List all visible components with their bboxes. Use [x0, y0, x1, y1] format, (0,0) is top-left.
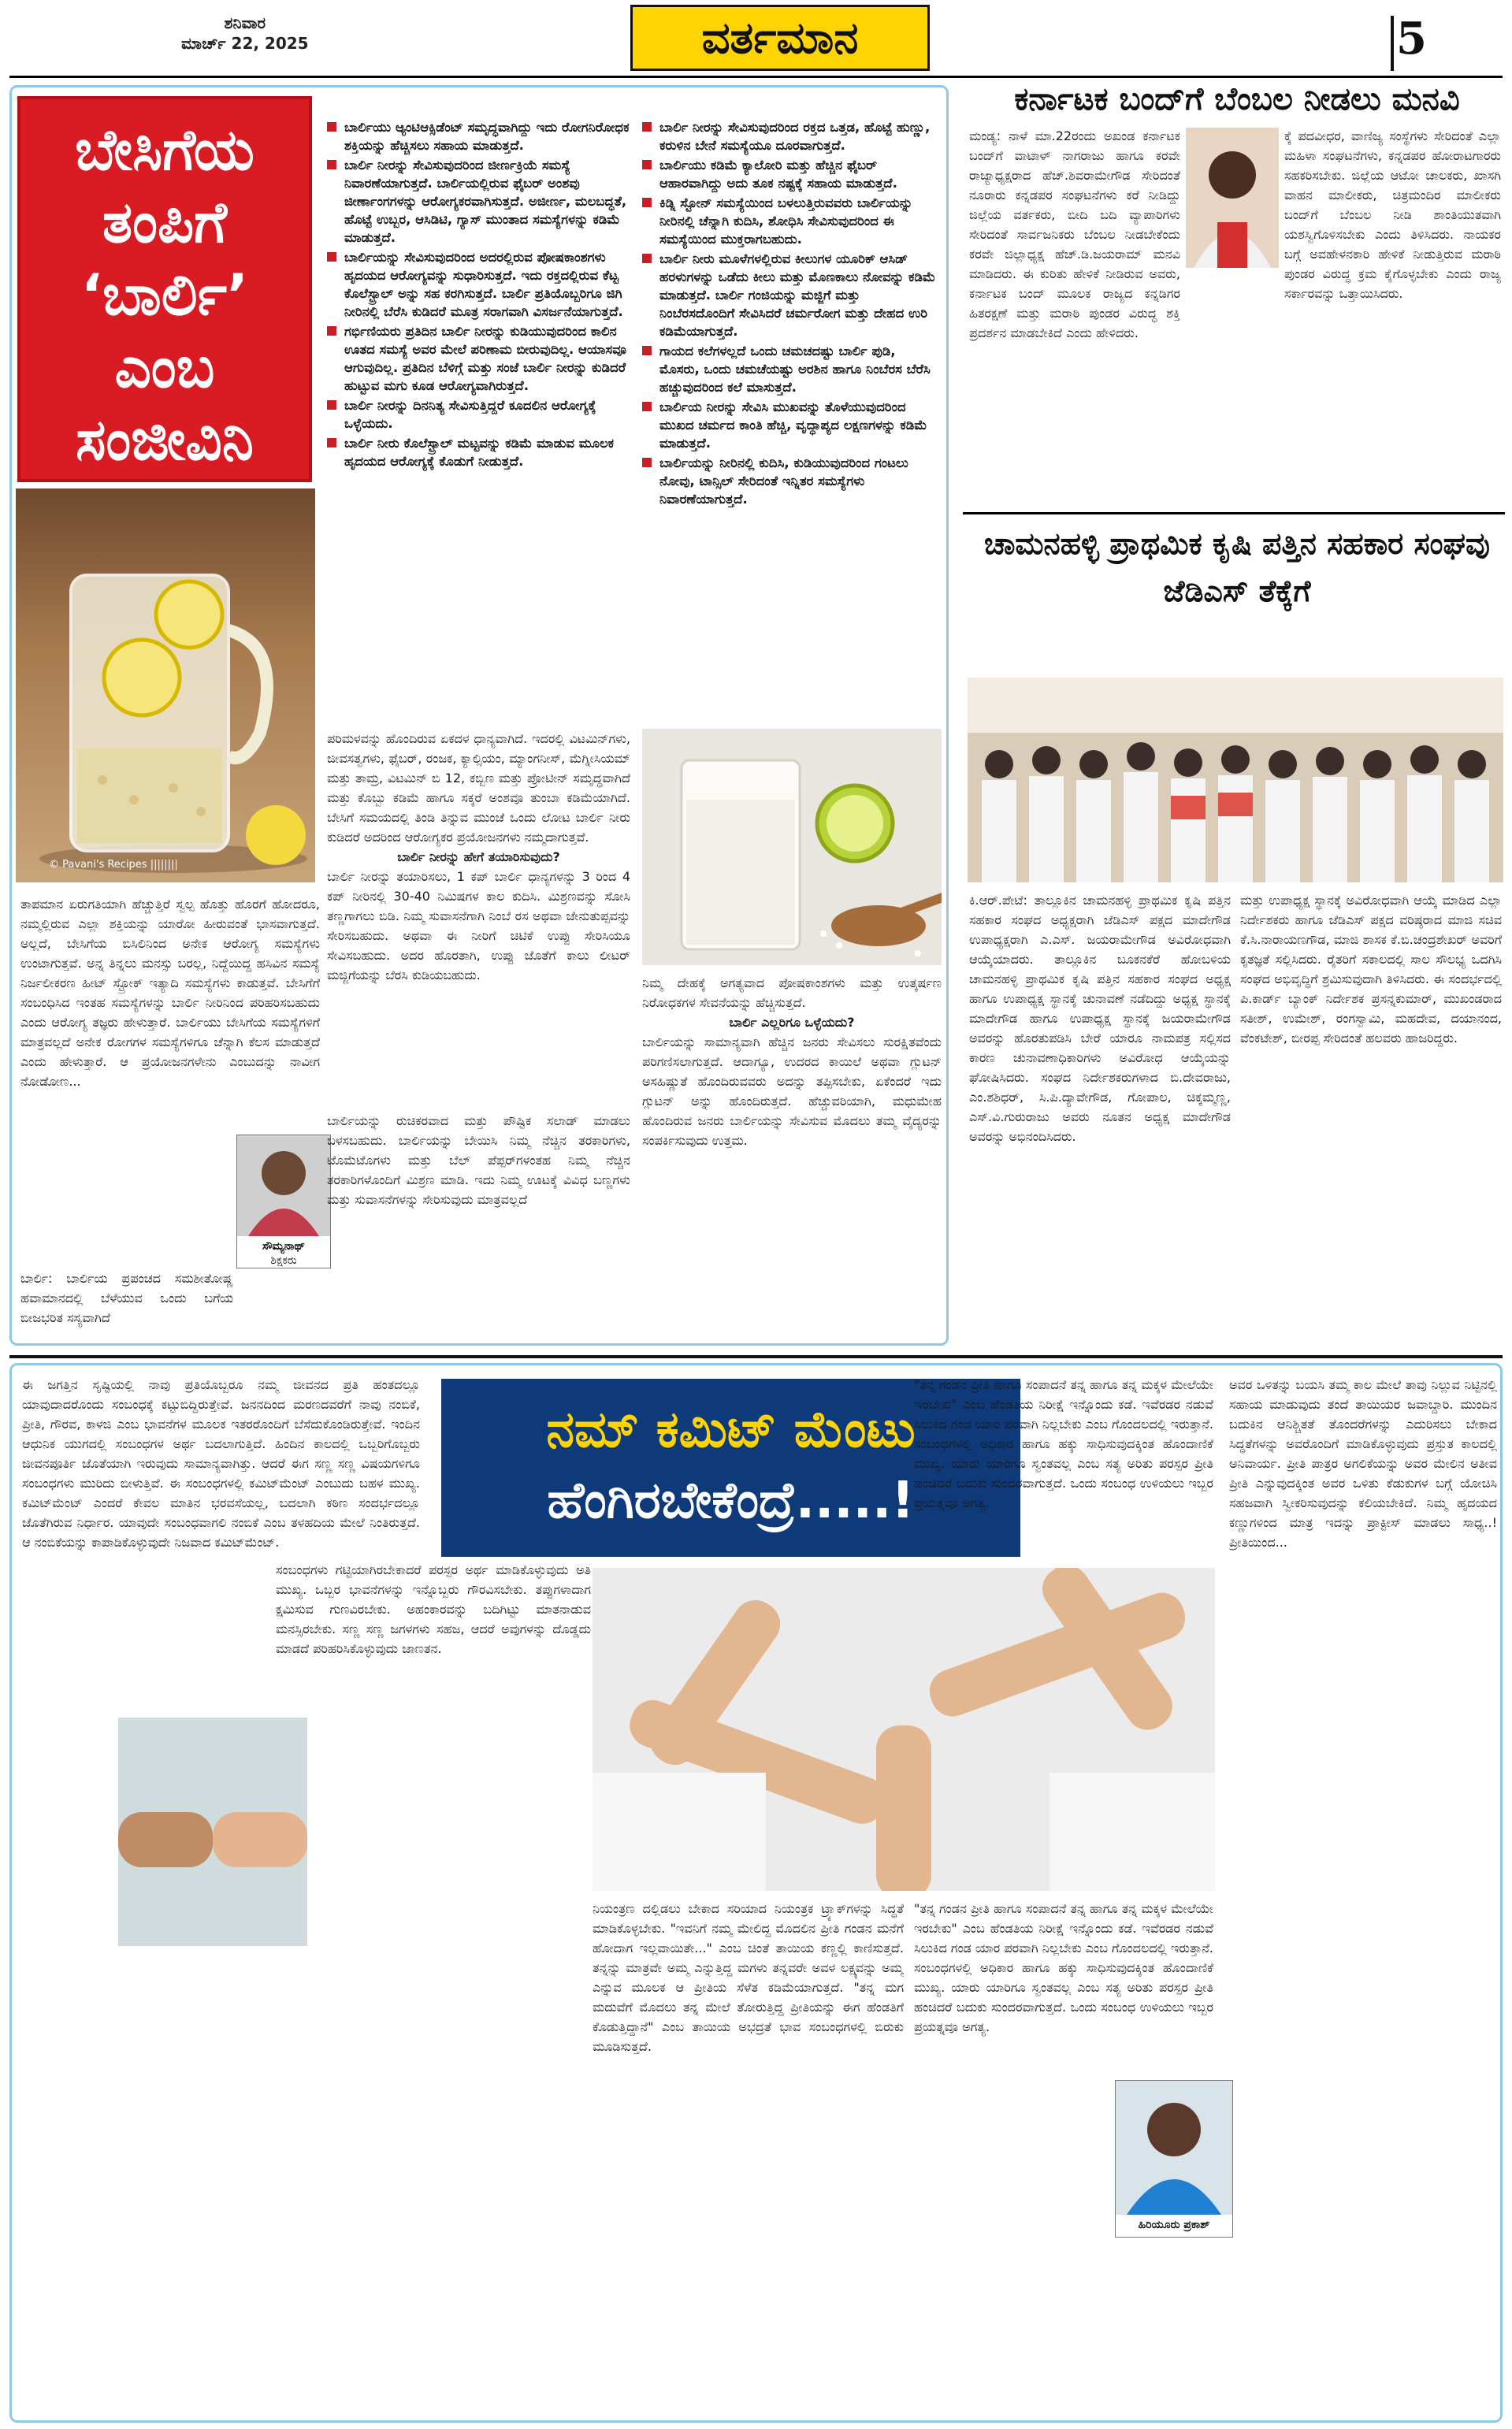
bandh-person-photo — [1186, 128, 1279, 268]
bandh-paragraph: ಕ್ಕೆ ಪದವೀಧರ, ವಾಣಿಜ್ಯ ಸಂಸ್ಥೆಗಳು ಸೇರಿದಂತೆ ಎಲ್ಲಾ ಮಹಿಳಾ ಸಂಘಟನೆಗಳು, ಕನ್ನಡಪರ ಹೋರಾಟಗಾರರು ಸಹಕರಿಸಬೇಕು. ಜಿಲ್ಲೆಯ ಆಟೋ ಚಾಲಕರು, ಖಾಸಗಿ ವಾಹನ ಮಾಲೀಕರು, ಚಿತ್ರಮಂದಿರ ಮಾಲೀಕರು ಬಂದ್‌ಗೆ ಬೆಂಬಲ ನೀಡಿ ಶಾಂತಿಯುತವಾಗಿ ಯಶಸ್ವಿಗೊಳಿಸಬೇಕು ಎಂದು ತಿಳಿಸಿದರು. ನಾಯಕರ ಬಗ್ಗೆ ಅವಹೇಳನಕಾರಿ ಹೇಳಿಕೆ ನೀಡುತ್ತಿರುವ ಮರಾಠಿ ಪುಂಡರ ವಿರುದ್ಧ ಕ್ರಮ ಕೈಗೊಳ್ಳಬೇಕು ಎಂದು ರಾಜ್ಯ ಸರ್ಕಾರವನ್ನು ಒತ್ತಾಯಿಸಿದರು. — [1284, 128, 1501, 301]
author-photo — [237, 1135, 330, 1236]
relation-author-card — [1115, 2080, 1233, 2238]
benefit-item: ಬಾರ್ಲಿ ನೀರು ಕೊಲೆಸ್ಟ್ರಾಲ್ ಮಟ್ಟವನ್ನು ಕಡಿಮೆ ಮಾಡುವ ಮೂಲಕ ಹೃದಯದ ಆರೋಗ್ಯಕ್ಕೆ ಕೊಡುಗೆ ನೀಡುತ್ತದೆ. — [327, 434, 630, 470]
author-name: ಸೌಮ್ಯನಾಥ್ — [237, 1239, 330, 1253]
benefit-item: ಗರ್ಭಿಣಿಯರು ಪ್ರತಿದಿನ ಬಾರ್ಲಿ ನೀರನ್ನು ಕುಡಿಯುವುದರಿಂದ ಕಾಲಿನ ಊತದ ಸಮಸ್ಯೆ ಅವರ ಮೇಲೆ ಪರಿಣಾಮ ಬೀರುವುದಿಲ್ಲ. ಆಯಾಸವೂ ಆಗುವುದಿಲ್ಲ. ಪ್ರತಿದಿನ ಬೆಳಿಗ್ಗೆ ಮತ್ತು ಸಂಜೆ ಬಾರ್ಲಿ ನೀರನ್ನು ಕುಡಿದರೆ ಹುಟ್ಟುವ ಮಗು ಕೂಡ ಆರೋಗ್ಯವಾಗಿರುತ್ತದೆ. — [327, 322, 630, 395]
headline-line: ಎಂಬ — [114, 334, 215, 400]
antioxidant-paragraph: ನಿಮ್ಮ ದೇಹಕ್ಕೆ ಅಗತ್ಯವಾದ ಪೋಷಕಾಂಶಗಳು ಮತ್ತು ಉತ್ಕರ್ಷಣ ನಿರೋಧಕಗಳ ಸೇವನೆಯನ್ನು ಹೆಚ್ಚಿಸುತ್ತದೆ. — [642, 975, 942, 1010]
page-number-divider — [1391, 16, 1394, 71]
relation-col2 — [276, 1560, 591, 2419]
author-role: ಶಿಕ್ಷಕರು — [237, 1253, 330, 1268]
bandh-headline: ಕರ್ನಾಟಕ ಬಂದ್‌ಗೆ ಬೆಂಬಲ ನೀಡಲು ಮನವಿ — [1014, 81, 1460, 117]
bandh-paragraph: ಮಂಡ್ಯ: ನಾಳೆ ಮಾ.22ರಂದು ಅಖಂಡ ಕರ್ನಾಟಕ ಬಂದ್‌ಗೆ ವಾಟಾಳ್ ನಾಗರಾಜು ಹಾಗೂ ಕರವೇ ರಾಜ್ಯಾಧ್ಯಕ್ಷರಾದ ಹೆಚ್.ಶಿವರಾಮೇಗೌಡ ಸೇರಿದಂತೆ ನೂರಾರು ಕನ್ನಡಪರ ಸಂಘಟನೆಗಳು ಕರೆ ನೀಡಿದ್ದು ಜಿಲ್ಲೆಯ ವರ್ತಕರು, ಬೀದಿ ಬದಿ ವ್ಯಾಪಾರಿಗಳು ಸೇರಿದಂತೆ ಸಾರ್ವಜನಿಕರು ಬೆಂಬಲ ನೀಡಬೇಕೆಂದು ಕರವೇ ಜಿಲ್ಲಾಧ್ಯಕ್ಷ ಹೆಚ್.ಡಿ.ಜಯರಾಮ್ ಮನವಿ ಮಾಡಿದರು. ಈ ಕುರಿತು ಹೇಳಿಕೆ ನೀಡಿರುವ ಅವರು, ಕರ್ನಾಟಕ ಬಂದ್ ಮೂಲಕ ರಾಜ್ಯದ ಕನ್ನಡಿಗರ ಹಿತರಕ್ಷಣೆ ಮತ್ತು ಮರಾಠಿ ಪುಂಡರ ವಿರುದ್ಧ ಶಕ್ತಿ ಪ್ರದರ್ಶನ ಮಾಡಬೇಕಿದೆ ಎಂದು ಹೇಳಿದರು. — [969, 128, 1180, 340]
group-photo-illustration — [968, 678, 1503, 882]
barley-glass-illustration — [642, 729, 942, 965]
header-day: ಶನಿವಾರ — [224, 13, 266, 32]
relation-paragraph: "ತನ್ನ ಗಂಡನ ಪ್ರೀತಿ ಹಾಗೂ ಸಂಪಾದನೆ ತನ್ನ ಹಾಗೂ ತನ್ನ ಮಕ್ಕಳ ಮೇಲೆಯೇ ಇರಬೇಕು" ಎಂಬ ಹೆಂಡತಿಯ ನಿರೀಕ್ಷೆ ಇನ್ನೊಂದು ಕಡೆ. ಇವೆರಡರ ನಡುವೆ ಸಿಲುಕಿದ ಗಂಡ ಯಾರ ಪರವಾಗಿ ನಿಲ್ಲಬೇಕು ಎಂಬ ಗೊಂದಲದಲ್ಲಿ ಇರುತ್ತಾನೆ. ಸಂಬಂಧಗಳಲ್ಲಿ ಅಧಿಕಾರ ಹಾಗೂ ಹಕ್ಕು ಸಾಧಿಸುವುದಕ್ಕಿಂತ ಹೊಂದಾಣಿಕೆ ಮುಖ್ಯ. ಯಾರು ಯಾರಿಗೂ ಸ್ವಂತವಲ್ಲ ಎಂಬ ಸತ್ಯ ಅರಿತು ಪರಸ್ಪರ ಪ್ರೀತಿ ಹಂಚಿದರೆ ಬದುಕು ಸುಂದರವಾಗುತ್ತದೆ. ಒಂದು ಸಂಬಂಧ ಉಳಿಯಲು ಇಬ್ಬರ ಪ್ರಯತ್ನವೂ ಅಗತ್ಯ. — [914, 1377, 1213, 1510]
relation-col4-top — [914, 1375, 1213, 1564]
warning-paragraph: ಬಾರ್ಲಿಯನ್ನು ಸಾಮಾನ್ಯವಾಗಿ ಹೆಚ್ಚಿನ ಜನರು ಸೇವಿಸಲು ಸುರಕ್ಷಿತವೆಂದು ಪರಿಗಣಿಸಲಾಗುತ್ತದೆ. ಆದಾಗ್ಯೂ, ಉದರದ ಕಾಯಿಲೆ ಅಥವಾ ಗ್ಲುಟನ್ ಅಸಹಿಷ್ಣುತೆ ಹೊಂದಿರುವವರು ಅದನ್ನು ತಪ್ಪಿಸಬೇಕು, ಏಕೆಂದರೆ ಇದು ಗ್ಲುಟನ್ ಅನ್ನು ಹೊಂದಿರುತ್ತದೆ. ಹೆಚ್ಚುವರಿಯಾಗಿ, ಮಧುಮೇಹ ಹೊಂದಿರುವ ಜನರು ಬಾರ್ಲಿಯನ್ನು ಸೇವಿಸುವ ಮೊದಲು ತಮ್ಮ ವೈದ್ಯರನ್ನು ಸಂಪರ್ಕಿಸುವುದು ಉತ್ತಮ. — [642, 1034, 942, 1148]
relation-col5 — [1229, 1375, 1497, 2415]
person-portrait — [1186, 128, 1279, 268]
headline-line: ಸಂಜೀವಿನಿ — [76, 407, 254, 473]
benefits-column-right — [642, 118, 938, 725]
bandh-body-right — [1284, 126, 1501, 504]
benefit-item: ಬಾರ್ಲಿಯು ಆ್ಯಂಟಿಆಕ್ಸಿಡೆಂಟ್ ಸಮೃದ್ಧವಾಗಿದ್ದು ಇದು ರೋಗನಿರೋಧಕ ಶಕ್ತಿಯನ್ನು ಹೆಚ್ಚಿಸಲು ಸಹಾಯ ಮಾಡುತ್ತದೆ. — [327, 118, 630, 154]
barley-jar-illustration — [16, 488, 315, 882]
salad-paragraph: ಬಾರ್ಲಿಯನ್ನು ರುಚಿಕರವಾದ ಮತ್ತು ಪೌಷ್ಟಿಕ ಸಲಾಡ್ ಮಾಡಲು ಬಳಸಬಹುದು. ಬಾರ್ಲಿಯನ್ನು ಬೇಯಿಸಿ ನಿಮ್ಮ ನೆಚ್ಚಿನ ತರಕಾರಿಗಳು, ಟೊಮೆಟೊಗಳು ಮತ್ತು ಬೆಲ್ ಪೆಪ್ಪರ್‌ಗಳಂತಹ ನಿಮ್ಮ ನೆಚ್ಚಿನ ತರಕಾರಿಗಳೊಂದಿಗೆ ಮಿಶ್ರಣ ಮಾಡಿ. ಇದು ನಿಮ್ಮ ಊಟಕ್ಕೆ ವಿವಿಧ ಬಣ್ಣಗಳು ಮತ್ತು ಸುವಾಸನೆಗಳನ್ನು ಸೇರಿಸುವುದು ಮಾತ್ರವಲ್ಲದೆ — [327, 1113, 630, 1207]
coop-body-right — [1240, 890, 1502, 1339]
health-intro: ತಾಪಮಾನ ಏರುಗತಿಯಾಗಿ ಹೆಚ್ಚುತ್ತಿರೆ ಸ್ವಲ್ಪ ಹೊತ್ತು ಹೊರಗೆ ಹೋದರೂ, ನಮ್ಮಲ್ಲಿರುವ ಎಲ್ಲಾ ಶಕ್ತಿಯನ್ನು ಯಾರೋ ಹೀರುವಂತೆ ಭಾಸವಾಗುತ್ತದೆ. ಅಲ್ಲದೆ, ಬೇಸಿಗೆಯ ಬಿಸಿಲಿನಿಂದ ಅನೇಕ ಆರೋಗ್ಯ ಸಮಸ್ಯೆಗಳು ಉಂಟಾಗುತ್ತವೆ. ಅನ್ನ ತಿನ್ನಲು ಮನಸ್ಸು ಬರಲ್ಲ, ನಿದ್ದೆಯಿದ್ದ ಹಸಿವಿನ ಸಮಸ್ಯೆ ನಿರ್ಜಲೀಕರಣ ಹೀಟ್ ಸ್ಟ್ರೋಕ್ ಇತ್ಯಾದಿ ಸಮಸ್ಯೆಗಳು ಕಾಡುತ್ತವೆ. ಬೇಸಿಗೆಗೆ ಸಂಬಂಧಿಸಿದ ಇಂತಹ ಸಮಸ್ಯೆಗಳನ್ನು ಬಾರ್ಲಿ ನೀರಿನಿಂದ ಪರಿಹರಿಸಬಹುದು ಎಂದು ಆರೋಗ್ಯ ತಜ್ಞರು ಹೇಳುತ್ತಾರೆ. ಬಾರ್ಲಿಯು ಬೇಸಿಗೆಯ ಸಮಸ್ಯೆಗಳಿಗೆ ಮಾತ್ರವಲ್ಲದೆ ಅನೇಕ ರೋಗಗಳ ಸಮಸ್ಯೆಗಳಿಗೂ ಚೆನ್ನಾಗಿ ಕೆಲಸ ಮಾಡುತ್ತದೆ ಎಂದು ಹೇಳುತ್ತಾರೆ. ಆ ಪ್ರಯೋಜನಗಳೇನು ಎಂಬುದನ್ನು ನಾವೀಗ ನೋಡೋಣ... — [20, 897, 320, 1089]
relation-paragraph: "ತನ್ನ ಗಂಡನ ಪ್ರೀತಿ ಹಾಗೂ ಸಂಪಾದನೆ ತನ್ನ ಹಾಗೂ ತನ್ನ ಮಕ್ಕಳ ಮೇಲೆಯೇ ಇರಬೇಕು" ಎಂಬ ಹೆಂಡತಿಯ ನಿರೀಕ್ಷೆ ಇನ್ನೊಂದು ಕಡೆ. ಇವೆರಡರ ನಡುವೆ ಸಿಲುಕಿದ ಗಂಡ ಯಾರ ಪರವಾಗಿ ನಿಲ್ಲಬೇಕು ಎಂಬ ಗೊಂದಲದಲ್ಲಿ ಇರುತ್ತಾನೆ. ಸಂಬಂಧಗಳಲ್ಲಿ ಅಧಿಕಾರ ಹಾಗೂ ಹಕ್ಕು ಸಾಧಿಸುವುದಕ್ಕಿಂತ ಹೊಂದಾಣಿಕೆ ಮುಖ್ಯ. ಯಾರು ಯಾರಿಗೂ ಸ್ವಂತವಲ್ಲ ಎಂಬ ಸತ್ಯ ಅರಿತು ಪರಸ್ಪರ ಪ್ರೀತಿ ಹಂಚಿದರೆ ಬದುಕು ಸುಂದರವಾಗುತ್ತದೆ. ಒಂದು ಸಂಬಂಧ ಉಳಿಯಲು ಇಬ್ಬರ ಪ್ರಯತ್ನವೂ ಅಗತ್ಯ. — [914, 1901, 1213, 2034]
hands-illustration — [593, 1568, 1215, 1891]
nutrients-paragraph: ಪರಿಮಳವನ್ನು ಹೊಂದಿರುವ ಏಕದಳ ಧಾನ್ಯವಾಗಿದೆ. ಇದರಲ್ಲಿ ವಿಟಮಿನ್‌ಗಳು, ಜೀವಸತ್ವಗಳು, ಫೈಬರ್, ರಂಜಕ, ಕ್ಯಾಲ್ಸಿಯಂ, ಮ್ಯಾಂಗನೀಸ್, ಮೆಗ್ನೀಸಿಯಮ್ ಮತ್ತು ತಾಮ್ರ, ವಿಟಮಿನ್ ಬಿ 12, ಕಬ್ಬಿಣ ಮತ್ತು ಪ್ರೋಟೀನ್ ಸಮೃದ್ಧವಾಗಿದೆ ಮತ್ತು ಕೊಬ್ಬು ಕಡಿಮೆ ಹಾಗೂ ಸಕ್ಕರೆ ಅಂಶವೂ ತುಂಬಾ ಕಡಿಮೆಯಾಗಿದೆ. ಬೇಸಿಗೆ ಸಮಯದಲ್ಲಿ ತಿಂಡಿ ತಿನ್ನುವ ಮುಂಚೆ ಒಂದು ಲೋಟ ಬಾರ್ಲಿ ನೀರು ಕುಡಿದರೆ ಅದರಿಂದ ಆರೋಗ್ಯಕರ ಪ್ರಯೋಜನಗಳು ನಮ್ಮದಾಗುತ್ತವೆ. — [327, 731, 630, 845]
relation-title-line1: ನಮ್ ಕಮಿಟ್ ಮೆಂಟು — [546, 1401, 916, 1459]
author-card — [236, 1135, 331, 1268]
header-date: ಮಾರ್ಚ್ 22, 2025 — [181, 34, 309, 53]
benefit-item: ಬಾರ್ಲಿಯ ನೀರನ್ನು ಸೇವಿಸಿ ಮುಖವನ್ನು ತೊಳೆಯುವುದರಿಂದ ಮುಖದ ಚರ್ಮದ ಕಾಂತಿ ಹೆಚ್ಚಿ, ವೃದ್ಧಾಪ್ಯದ ಲಕ್ಷಣಗಳನ್ನು ಕಡಿಮೆ ಮಾಡುತ್ತದೆ. — [642, 398, 938, 452]
coop-group-photo — [968, 678, 1503, 882]
health-body-col2b — [327, 1111, 630, 1339]
health-headline-box — [17, 96, 312, 482]
benefit-item: ಗಾಯದ ಕಲೆಗಳಲ್ಲದೆ ಒಂದು ಚಮಚದಷ್ಟು ಬಾರ್ಲಿ ಪುಡಿ, ಮೊಸರು, ಒಂದು ಚಮಚೆಯಷ್ಟು ಅರಶಿನ ಹಾಗೂ ನಿಂಬೆರಸ ಬೆರೆಸಿ ಹಚ್ಚುವುದರಿಂದ ಕಲೆ ಮಾಸುತ್ತದೆ. — [642, 342, 938, 396]
header-rule — [9, 76, 1503, 78]
bandh-body-left — [969, 126, 1180, 504]
benefit-item: ಬಾರ್ಲಿಯನ್ನು ಸೇವಿಸುವುದರಿಂದ ಅದರಲ್ಲಿರುವ ಪೋಷಕಾಂಶಗಳು ಹೃದಯದ ಆರೋಗ್ಯವನ್ನು ಸುಧಾರಿಸುತ್ತದೆ. ಇದು ರಕ್ತದಲ್ಲಿರುವ ಕೆಟ್ಟ ಕೊಲೆಸ್ಟ್ರಾಲ್ ಅನ್ನು ಸಹ ಕರಗಿಸುತ್ತದೆ. ಬಾರ್ಲಿ ಪ್ರತಿಯೊಬ್ಬರಿಗೂ ಜಿಗಿ ನೀರಿನಲ್ಲಿ ಬೆರೆಸಿ ಕುಡಿದರೆ ಮೂತ್ರ ಸರಾಗವಾಗಿ ವಿಸರ್ಜನೆಯಾಗುತ್ತದೆ. — [327, 248, 630, 321]
health-body-col3 — [642, 973, 942, 1339]
section-rule — [9, 1355, 1503, 1358]
headline-line: ಬೇಸಿಗೆಯ — [75, 117, 254, 183]
page-number: 5 — [1396, 13, 1427, 65]
relation-title-line2: ಹೆಂಗಿರಬೇಕೆಂದ್ರೆ.....! — [547, 1472, 915, 1530]
headline-line: ತಂಪಿಗೆ — [102, 189, 228, 255]
benefit-item: ಬಾರ್ಲಿಯನ್ನು ನೀರಿನಲ್ಲಿ ಕುದಿಸಿ, ಕುಡಿಯುವುದರಿಂದ ಗಂಟಲು ನೋವು, ಟಾನ್ಸಿಲ್ ಸೇರಿದಂತೆ ಇನ್ನಿತರ ಸಮಸ್ಯೆಗಳು ನಿವಾರಣೆಯಾಗುತ್ತದೆ. — [642, 454, 938, 508]
relation-paragraph: ಸಂಬಂಧಗಳು ಗಟ್ಟಿಯಾಗಿರಬೇಕಾದರೆ ಪರಸ್ಪರ ಅರ್ಥ ಮಾಡಿಕೊಳ್ಳುವುದು ಅತಿ ಮುಖ್ಯ. ಒಬ್ಬರ ಭಾವನೆಗಳನ್ನು ಇನ್ನೊಬ್ಬರು ಗೌರವಿಸಬೇಕು. ತಪ್ಪುಗಳಾದಾಗ ಕ್ಷಮಿಸುವ ಗುಣವಿರಬೇಕು. ಅಹಂಕಾರವನ್ನು ಬದಿಗಿಟ್ಟು ಮಾತನಾಡುವ ಮನಸ್ಸಿರಬೇಕು. ಸಣ್ಣ ಸಣ್ಣ ಜಗಳಗಳು ಸಹಜ, ಆದರೆ ಅವುಗಳನ್ನು ದೊಡ್ಡದು ಮಾಡದೆ ಪರಿಹರಿಸಿಕೊಳ್ಳುವುದು ಜಾಣತನ. — [276, 1562, 591, 1656]
relation-author-photo — [1116, 2081, 1232, 2215]
recipe-paragraph: ಬಾರ್ಲಿ ನೀರನ್ನು ತಯಾರಿಸಲು, 1 ಕಪ್ ಬಾರ್ಲಿ ಧಾನ್ಯಗಳನ್ನು 3 ರಿಂದ 4 ಕಪ್ ನೀರಿನಲ್ಲಿ 30-40 ನಿಮಿಷಗಳ ಕಾಲ ಕುದಿಸಿ. ಮಿಶ್ರಣವನ್ನು ಸೋಸಿ ತಣ್ಣಗಾಗಲು ಬಿಡಿ. ನಿಮ್ಮ ಸುವಾಸನೆಗಾಗಿ ನಿಂಬೆ ರಸ ಅಥವಾ ಜೇನುತುಪ್ಪವನ್ನು ಸೇರಿಸಬಹುದು. ಅಥವಾ ಈ ನೀರಿಗೆ ಚಿಟಿಕೆ ಉಪ್ಪು ಸೇರಿಸಿಯೂ ಸೇವಿಸಬಹುದು. ಅದರ ಹೊರತಾಗಿ, ಉಪ್ಪು ಜೊತೆಗೆ ಕಾಲು ಲೀಟರ್ ಮಜ್ಜಿಗೆಯನ್ನು ಬೆರಸಿ ಕುಡಿಯಬಹುದು. — [327, 869, 630, 982]
barley-glass-photo — [642, 729, 942, 965]
relation-author-name: ಹಿರಿಯೂರು ಪ್ರಕಾಶ್ — [1116, 2218, 1232, 2232]
headline-line: ‘ಬಾರ್ಲಿ’ — [80, 262, 249, 328]
coop-headline: ಚಾಮನಹಳ್ಳಿ ಪ್ರಾಥಮಿಕ ಕೃಷಿ ಪತ್ತಿನ ಸಹಕಾರ ಸಂಘವು ಜೆಡಿಎಸ್ ತೆಕ್ಕೆಗೆ — [984, 526, 1490, 608]
coop-paragraph: ಕಿ.ಆರ್.ಪೇಟೆ: ತಾಲ್ಲೂಕಿನ ಚಾಮನಹಳ್ಳಿ ಪ್ರಾಥಮಿಕ ಕೃಷಿ ಪತ್ತಿನ ಸಹಕಾರ ಸಂಘದ ಅಧ್ಯಕ್ಷರಾಗಿ ಜೆಡಿಎಸ್ ಪಕ್ಷದ ಮಾದೇಗೌಡ ಉಪಾಧ್ಯಕ್ಷರಾಗಿ ಎ.ಎಸ್. ಜಯರಾಮೇಗೌಡ ಅವಿರೋಧವಾಗಿ ಆಯ್ಕೆಯಾದರು. ತಾಲ್ಲೂಕಿನ ಬೂಕನಕೆರೆ ಹೋಬಳಿಯ ಚಾಮನಹಳ್ಳಿ ಪ್ರಾಥಮಿಕ ಕೃಷಿ ಪತ್ತಿನ ಸಹಕಾರ ಸಂಘದ ಅಧ್ಯಕ್ಷ ಹಾಗೂ ಉಪಾಧ್ಯಕ್ಷ ಸ್ಥಾನಕ್ಕೆ ಚುನಾವಣೆ ನಡೆದಿದ್ದು ಅಧ್ಯಕ್ಷ ಸ್ಥಾನಕ್ಕೆ ಮಾದೇಗೌಡ ಹಾಗೂ ಉಪಾಧ್ಯಕ್ಷ ಸ್ಥಾನಕ್ಕೆ ಜಯರಾಮೇಗೌಡ ಅವರನ್ನು ಹೊರತುಪಡಿಸಿ ಬೇರೆ ಯಾರೂ ನಾಮಪತ್ರ ಸಲ್ಲಿಸದ ಕಾರಣ ಚುನಾವಣಾಧಿಕಾರಿಗಳು ಅವಿರೋಧ ಆಯ್ಕೆಯನ್ನು ಘೋಷಿಸಿದರು. ಸಂಘದ ನಿರ್ದೇಶಕರುಗಳಾದ ಬಿ.ದೇವರಾಜು, ಎಂ.ಶಶಿಧರ್, ಸಿ.ಪಿ.ದ್ಯಾವೇಗೌಡ, ಗೋಪಾಲ, ಚಿಕ್ಕಮ್ಮಣ್ಣ, ಎಸ್.ವಿ.ಗುರುರಾಜು ಅವರು ನೂತನ ಅಧ್ಯಕ್ಷ ಮಾದೇಗೌಡ ಅವರನ್ನು ಅಭಿನಂದಿಸಿದರು. — [969, 893, 1231, 1144]
benefit-item: ಬಾರ್ಲಿ ನೀರನ್ನು ಸೇವಿಸುವುದರಿಂದ ರಕ್ತದ ಒತ್ತಡ, ಹೊಟ್ಟೆ ಹುಣ್ಣು, ಕರುಳಿನ ಬೇನೆ ಸಮಸ್ಯೆಯೂ ದೂರವಾಗುತ್ತದೆ. — [642, 118, 938, 154]
coop-body-left — [969, 890, 1231, 1339]
relation-paragraph: ಈ ಜಗತ್ತಿನ ಸೃಷ್ಟಿಯಲ್ಲಿ ನಾವು ಪ್ರತಿಯೊಬ್ಬರೂ ನಮ್ಮ ಜೀವನದ ಪ್ರತಿ ಹಂತದಲ್ಲೂ ಯಾವುದಾದರೊಂದು ಸಂಬಂಧಕ್ಕೆ ಕಟ್ಟುಬಿದ್ದಿರುತ್ತೇವೆ. ಜನನದಿಂದ ಮರಣದವರೆಗೆ ನಾವು ನಂಬಿಕೆ, ಪ್ರೀತಿ, ಗೌರವ, ಕಾಳಜಿ ಎಂಬ ಭಾವನೆಗಳ ಮೂಲಕ ಇತರರೊಂದಿಗೆ ಬೆಸೆದುಕೊಂಡಿರುತ್ತೇವೆ. ಇಂದಿನ ಆಧುನಿಕ ಯುಗದಲ್ಲಿ ಸಂಬಂಧಗಳ ಅರ್ಥ ಬದಲಾಗುತ್ತಿದೆ. ಹಿಂದಿನ ಕಾಲದಲ್ಲಿ ಒಬ್ಬರಿಗೊಬ್ಬರು ಜೀವನಪೂರ್ತಿ ಜೊತೆಯಾಗಿ ಇರುವುದು ಸಾಮಾನ್ಯವಾಗಿತ್ತು. ಆದರೆ ಈಗ ಸಣ್ಣ ಸಣ್ಣ ವಿಷಯಗಳಿಗೂ ಸಂಬಂಧಗಳು ಮುರಿದು ಬೀಳುತ್ತಿವೆ. ಈ ಸಂಬಂಧಗಳಲ್ಲಿ ಕಮಿಟ್‌ಮೆಂಟ್ ಎಂಬುದು ಬಹಳ ಮುಖ್ಯ. ಕಮಿಟ್‌ಮೆಂಟ್ ಎಂದರೆ ಕೇವಲ ಮಾತಿನ ಭರವಸೆಯಲ್ಲ, ಬದಲಾಗಿ ಕಠಿಣ ಸಂದರ್ಭದಲ್ಲೂ ಜೊತೆಗಿರುವ ನಿರ್ಧಾರ. ಯಾವುದೇ ಸಂಬಂಧವಾಗಲಿ ನಂಬಿಕೆ ಎಂಬ ತಳಹದಿಯ ಮೇಲೆ ನಿಂತಿರುತ್ತದೆ. ಆ ನಂಬಿಕೆಯನ್ನು ಕಾಪಾಡಿಕೊಳ್ಳುವುದೇ ನಿಜವಾದ ಕಮಿಟ್‌ಮೆಂಟ್. — [22, 1377, 420, 1550]
relation-col3 — [593, 1899, 904, 2415]
masthead-logo: ವರ್ತಮಾನ — [630, 5, 930, 71]
benefit-item: ಬಾರ್ಲಿಯು ಕಡಿಮೆ ಕ್ಯಾಲೋರಿ ಮತ್ತು ಹೆಚ್ಚಿನ ಫೈಬರ್ ಆಹಾರವಾಗಿದ್ದು ಅದು ತೂಕ ನಷ್ಟಕ್ಕೆ ಸಹಾಯ ಮಾಡುತ್ತದೆ. — [642, 156, 938, 192]
benefit-item: ಬಾರ್ಲಿ ನೀರನ್ನು ಸೇವಿಸುವುದರಿಂದ ಜೀರ್ಣಕ್ರಿಯೆ ಸಮಸ್ಯೆ ನಿವಾರಣೆಯಾಗುತ್ತದೆ. ಬಾರ್ಲಿಯಲ್ಲಿರುವ ಫೈಬರ್ ಅಂಶವು ಜೀರ್ಣಾಂಗಗಳನ್ನು ಆರೋಗ್ಯಕರವಾಗಿಸುತ್ತದೆ. ಅಜೀರ್ಣ, ಮಲಬದ್ಧತೆ, ಹೊಟ್ಟೆ ಉಬ್ಬರ, ಆಸಿಡಿಟಿ, ಗ್ಯಾಸ್ ಮುಂತಾದ ಸಮಸ್ಯೆಗಳನ್ನು ಕಡಿಮೆ ಮಾಡುತ್ತದೆ. — [327, 156, 630, 247]
coop-paragraph: ಮತ್ತು ಉಪಾಧ್ಯಕ್ಷ ಸ್ಥಾನಕ್ಕೆ ಅವಿರೋಧವಾಗಿ ಆಯ್ಕೆ ಮಾಡಿದ ಎಲ್ಲಾ ನಿರ್ದೇಶಕರು ಹಾಗೂ ಜೆಡಿಎಸ್ ಪಕ್ಷದ ವರಿಷ್ಠರಾದ ಮಾಜಿ ಸಚಿವ ಕೆ.ಸಿ.ನಾರಾಯಣಗೌಡ, ಮಾಜಿ ಶಾಸಕ ಕೆ.ಬಿ.ಚಂದ್ರಶೇಖರ್ ಅವರಿಗೆ ಕೃತಜ್ಞತೆ ಸಲ್ಲಿಸಿದರು. ರೈತರಿಗೆ ಸಕಾಲದಲ್ಲಿ ಸಾಲ ಸೌಲಭ್ಯ ಒದಗಿಸಿ ಸಂಘದ ಅಭಿವೃದ್ಧಿಗೆ ಶ್ರಮಿಸುವುದಾಗಿ ತಿಳಿಸಿದರು. ಈ ಸಂದರ್ಭದಲ್ಲಿ ಪಿ.ಕಾರ್ಡ್ ಬ್ಯಾಂಕ್ ನಿರ್ದೇಶಕ ಪ್ರಸನ್ನಕುಮಾರ್, ಮುಖಂಡರಾದ ಸತೀಶ್, ಉಮೇಶ್, ರಂಗಸ್ವಾಮಿ, ಮಹದೇವ, ದಯಾನಂದ, ವೆಂಕಟೇಶ್, ಬೀರಪ್ಪ ಸೇರಿದಂತೆ ಹಲವರು ಹಾಜರಿದ್ದರು. — [1240, 893, 1502, 1046]
health-body-col2 — [327, 729, 630, 1107]
hands-together-photo — [593, 1568, 1215, 1891]
recipe-heading: ಬಾರ್ಲಿ ನೀರನ್ನು ಹೇಗೆ ತಯಾರಿಸುವುದು? — [397, 849, 560, 864]
barley-definition: ಬಾರ್ಲಿ: ಬಾರ್ಲಿಯ ಪ್ರಪಂಚದ ಸಮಶೀತೋಷ್ಣ ಹವಾಮಾನದಲ್ಲಿ ಬೆಳೆಯುವ ಒಂದು ಬಗೆಯ ಬೀಜಭರಿತ ಸಸ್ಯವಾಗಿದೆ — [20, 1271, 233, 1325]
barley-drink-photo — [16, 488, 315, 882]
health-body-col1b — [20, 1268, 233, 1339]
photo-watermark: © Pavani's Recipes |||||||| — [49, 859, 178, 871]
benefit-item: ಕಿಡ್ನಿ ಸ್ಟೋನ್ ಸಮಸ್ಯೆಯಿಂದ ಬಳಲುತ್ತಿರುವವರು ಬಾರ್ಲಿಯನ್ನು ನೀರಿನಲ್ಲಿ ಚೆನ್ನಾಗಿ ಕುದಿಸಿ, ಶೋಧಿಸಿ ಸೇವಿಸುವುದರಿಂದ ಈ ಸಮಸ್ಯೆಯಿಂದ ಮುಕ್ತರಾಗಬಹುದು. — [642, 194, 938, 248]
article-divider — [963, 512, 1505, 514]
header-date-block — [181, 13, 309, 54]
warning-heading: ಬಾರ್ಲಿ ಎಲ್ಲರಿಗೂ ಒಳ್ಳೆಯದು? — [729, 1015, 855, 1030]
benefits-column-left — [327, 118, 630, 725]
relation-paragraph: ನಿಯಂತ್ರಣ ದಲ್ಲಿಡಲು ಬೇಕಾದ ಸರಿಯಾದ ನಿಯಂತ್ರಕ ಟ್ರ್ಯಾಕ್‌ಗಳನ್ನು ಸಿದ್ಧತೆ ಮಾಡಿಕೊಳ್ಳಬೇಕು. "ಇವನಿಗೆ ನಮ್ಮ ಮೇಲಿದ್ದ ಮೊದಲಿನ ಪ್ರೀತಿ ಗಂಡನ ಮನೆಗೆ ಹೋದಾಗ ಇಲ್ಲವಾಯಿತೇ..." ಎಂಬ ಚಿಂತೆ ತಾಯಿಯ ಕಣ್ಣಲ್ಲಿ ಕಾಣಿಸುತ್ತದೆ. ತನ್ನನ್ನು ಮಾತ್ರವೇ ಅಮ್ಮ ಎನ್ನುತ್ತಿದ್ದ ಮಗಳು ತನ್ನವರೇ ಅವಳ ಲಕ್ಷ್ಯವನ್ನು ಅಮ್ಮ ಎನ್ನುವ ಮೂಲಕ ಆ ಪ್ರೀತಿಯ ಸೆಳೆತ ಕಡಿಮೆಯಾಗುತ್ತದೆ. "ತನ್ನ ಮಗ ಮದುವೆಗೆ ಮೊದಲು ತನ್ನ ಮೇಲೆ ತೋರುತ್ತಿದ್ದ ಪ್ರೀತಿಯನ್ನು ಈಗ ಹೆಂಡತಿಗೆ ಕೊಡುತ್ತಿದ್ದಾನೆ" ಎಂಬ ತಾಯಿಯ ಅಭದ್ರತೆ ಭಾವ ಸಂಬಂಧಗಳಲ್ಲಿ ಬಿರುಕು ಮೂಡಿಸುತ್ತದೆ. — [593, 1901, 904, 2054]
relation-paragraph: ಅವರ ಒಳಿತನ್ನು ಬಯಸಿ ತಮ್ಮ ಕಾಲ ಮೇಲೆ ತಾವು ನಿಲ್ಲುವ ನಿಟ್ಟಿನಲ್ಲಿ ಸಹಾಯ ಮಾಡುವುದು ತಂದೆ ತಾಯಿಯರ ಜವಾಬ್ದಾರಿ. ಮುಂದಿನ ಬದುಕಿನ ಆನಿಶ್ಚಿತತೆ ತೊಂದರೆಗಳನ್ನು ಎದುರಿಸಲು ಬೇಕಾದ ಸಿದ್ಧತೆಗಳನ್ನು ಅವರೊಂದಿಗೆ ಮಾಡಿಕೊಳ್ಳುವುದು ಪ್ರಸ್ತುತ ಕಾಲದಲ್ಲಿ ಅನಿವಾರ್ಯ. ಪ್ರೀತಿ ಪಾತ್ರರ ಅಗಲಿಕೆಯನ್ನು ಅವರ ಮೇಲಿನ ಅತೀವ ಪ್ರೀತಿ ಎನ್ನುವುದಕ್ಕಿಂತ ಅವರ ಒಳಿತು ಕೆಡುಕುಗಳ ಬಗ್ಗೆ ಯೋಚಿಸಿ ಸಹಜವಾಗಿ ಸ್ವೀಕರಿಸುವುದನ್ನು ಕಲಿಯಬೇಕಿದೆ. ನಿಮ್ಮ ಹೃದಯದ ಕಣ್ಣುಗಳಿಂದ ಮಾತ್ರ ಇದನ್ನು ಪ್ರಾಕ್ಟೀಸ್ ಮಾಡಲು ಸಾಧ್ಯ..! ಪ್ರೀತಿಯಿಂದ... — [1229, 1377, 1497, 1550]
benefit-item: ಬಾರ್ಲಿ ನೀರು ಮೂಳೆಗಳಲ್ಲಿರುವ ಕೀಲುಗಳ ಯೂರಿಕ್ ಆಸಿಡ್ ಹರಳುಗಳನ್ನು ಒಡೆದು ಕೀಲು ಮತ್ತು ಮೊಣಕಾಲು ನೋವನ್ನು ಕಡಿಮೆ ಮಾಡುತ್ತದೆ. ಬಾರ್ಲಿ ಗಂಜಿಯನ್ನು ಮಜ್ಜಿಗೆ ಮತ್ತು ನಿಂಬೆರಸದೊಂದಿಗೆ ಸೇವಿಸಿದರೆ ಚರ್ಮರೋಗ ಮತ್ತು ದೇಹದ ಉರಿ ಕಡಿಮೆಯಾಗುತ್ತದೆ. — [642, 250, 938, 340]
benefit-item: ಬಾರ್ಲಿ ನೀರನ್ನು ದಿನನಿತ್ಯ ಸೇವಿಸುತ್ತಿದ್ದರೆ ಕೂದಲಿನ ಆರೋಗ್ಯಕ್ಕೆ ಒಳ್ಳೆಯದು. — [327, 396, 630, 433]
